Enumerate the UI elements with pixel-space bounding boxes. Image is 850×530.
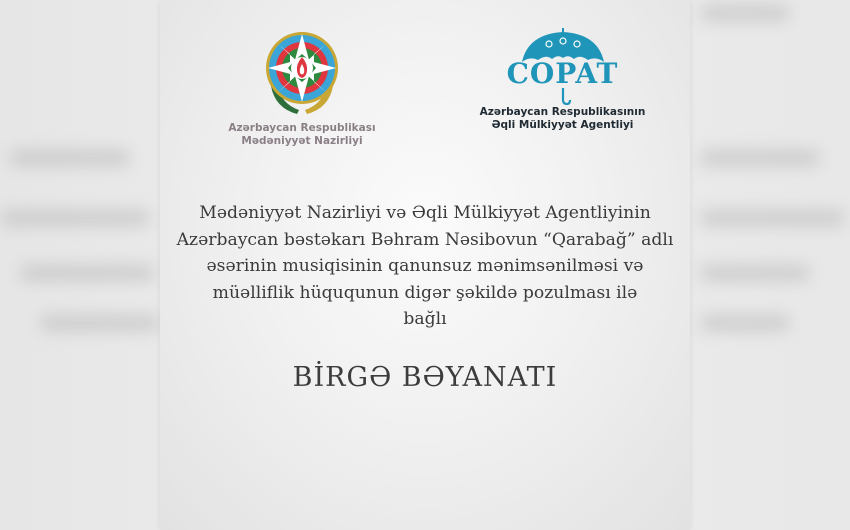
blurred-text xyxy=(10,150,130,166)
statement-line: müəlliflik hüququnun digər şəkildə pozulması ilə xyxy=(212,282,638,303)
ministry-caption-line2: Mədəniyyət Nazirliyi xyxy=(241,135,363,147)
blurred-text xyxy=(700,210,845,226)
blurred-text xyxy=(40,315,160,331)
umbrella-handle-icon xyxy=(553,88,573,106)
blurred-text xyxy=(700,5,790,21)
blurred-text xyxy=(700,315,790,331)
agency-caption-line2: Əqli Mülkiyyət Agentliyi xyxy=(491,119,634,131)
statement-line: Azərbaycan bəstəkarı Bəhram Nəsibovun “Qarabağ” adlı xyxy=(176,229,674,250)
blurred-text xyxy=(0,210,150,226)
agency-caption-line1: Azərbaycan Respublikasının xyxy=(479,106,646,118)
statement-line: Mədəniyyət Nazirliyi və Əqli Mülkiyyət Agentliyinin xyxy=(199,203,651,223)
blurred-text xyxy=(700,265,810,281)
copat-wordmark: COPAT xyxy=(506,57,619,90)
blurred-text xyxy=(20,265,155,281)
statement-title: BİRGƏ BƏYANATI xyxy=(292,362,558,393)
statement-line: əsərinin musiqisinin qanunsuz mənimsənilməsi və xyxy=(206,256,644,276)
statement-text xyxy=(160,200,690,333)
azerbaijan-emblem-icon xyxy=(257,28,347,118)
ministry-of-culture-logo xyxy=(207,28,397,148)
statement-card xyxy=(160,0,690,530)
blurred-text xyxy=(700,150,820,166)
copat-logo xyxy=(475,28,650,132)
ministry-caption-line1: Azərbaycan Respublikası xyxy=(228,122,376,134)
statement-line: bağlı xyxy=(403,309,447,329)
